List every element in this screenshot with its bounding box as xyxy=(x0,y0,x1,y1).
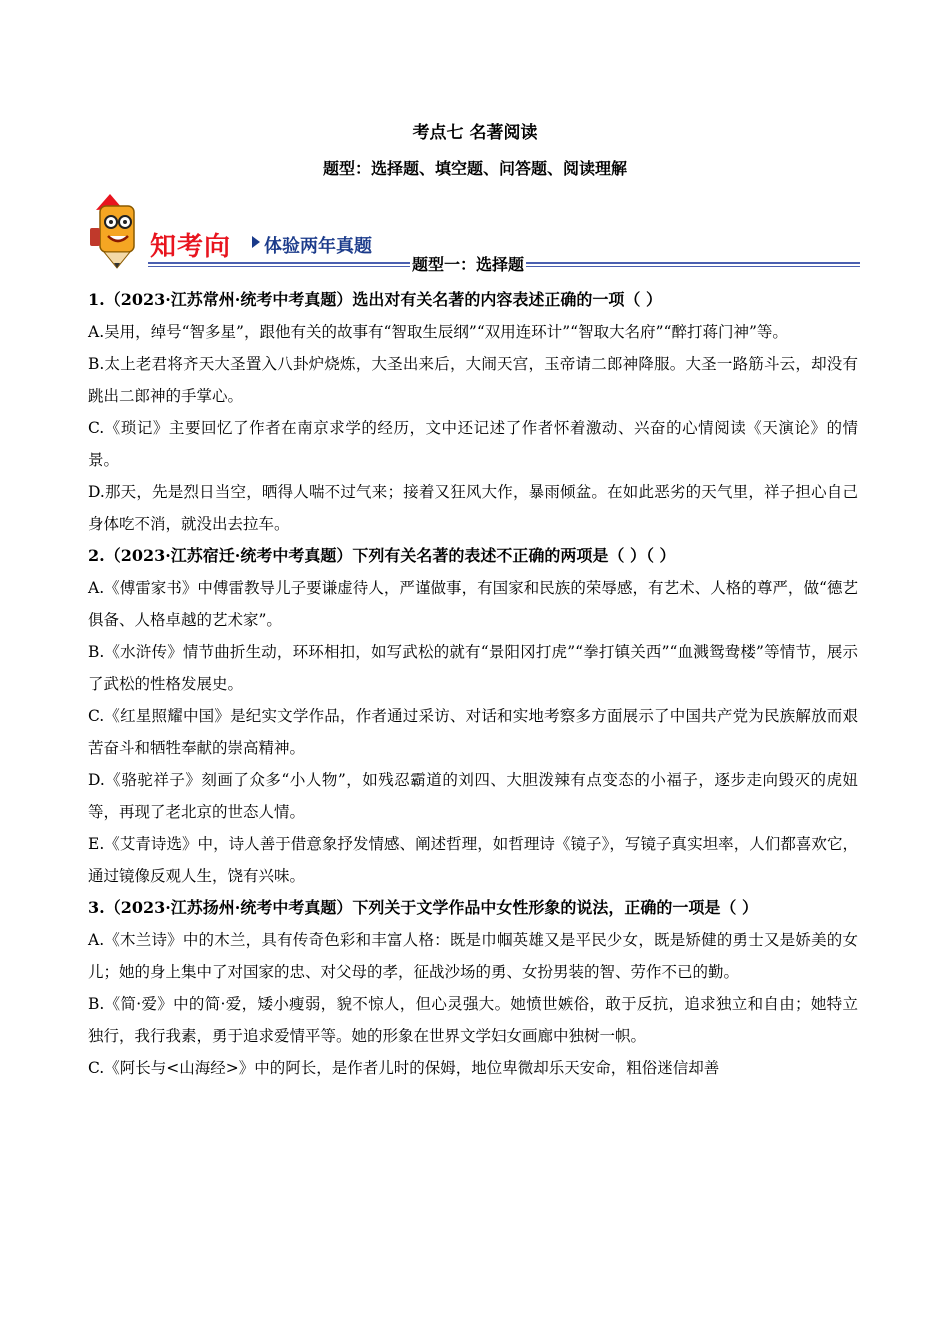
option: A.《木兰诗》中的木兰，具有传奇色彩和丰富人格：既是巾帼英雄又是平民少女，既是矫健的勇士又是娇美的女儿；她的身上集中了对国家的忠、对父母的孝，征战沙场的勇、女扮男装的智、劳作不已的勤。 xyxy=(88,931,858,981)
question-stem: 1.（2023·江苏常州·统考中考真题）选出对有关名著的内容表述正确的一项（ ） xyxy=(88,290,662,309)
banner-arrow-icon xyxy=(252,236,260,248)
option: B.《水浒传》情节曲折生动，环环相扣，如写武松的就有“景阳冈打虎”“拳打镇关西”“血溅鸳鸯楼”等情节，展示了武松的性格发展史。 xyxy=(88,643,858,693)
option: D.《骆驼祥子》刻画了众多“小人物”，如残忍霸道的刘四、大胆泼辣有点变态的小福子，逐步走向毁灭的虎妞等，再现了老北京的世态人情。 xyxy=(88,771,858,821)
option: A.吴用，绰号“智多星”，跟他有关的故事有“智取生辰纲”“双用连环计”“智取大名府”“醉打蒋门神”等。 xyxy=(88,323,788,341)
question-stem: 3.（2023·江苏扬州·统考中考真题）下列关于文学作品中女性形象的说法，正确的一项是（ ） xyxy=(88,898,758,917)
question xyxy=(88,284,858,540)
page-title: 考点七 名著阅读 xyxy=(412,123,538,143)
option: E.《艾青诗选》中，诗人善于借意象抒发情感、阐述哲理，如哲理诗《镜子》，写镜子真实坦率，人们都喜欢它，通过镜像反观人生，饶有兴味。 xyxy=(88,835,858,885)
option: C.《红星照耀中国》是纪实文学作品，作者通过采访、对话和实地考察多方面展示了中国共产党为民族解放而艰苦奋斗和牺牲奉献的崇高精神。 xyxy=(88,707,858,757)
question-list xyxy=(88,284,858,1084)
option: A.《傅雷家书》中傅雷教导儿子要谦虚待人，严谨做事，有国家和民族的荣辱感，有艺术、人格的尊严，做“德艺俱备、人格卓越的艺术家”。 xyxy=(88,579,858,629)
page-subtitle: 题型：选择题、填空题、问答题、阅读理解 xyxy=(322,159,627,178)
option: D.那天，先是烈日当空，晒得人喘不过气来；接着又狂风大作，暴雨倾盆。在如此恶劣的天气里，祥子担心自己身体吃不消，就没出去拉车。 xyxy=(88,483,858,533)
banner-main-label: 知考向 xyxy=(150,232,232,262)
question xyxy=(88,892,858,1084)
option: B.太上老君将齐天大圣置入八卦炉烧炼，大圣出来后，大闹天宫，玉帝请二郎神降服。大圣一路筋斗云，却没有跳出二郎神的手掌心。 xyxy=(88,355,858,405)
option: B.《简·爱》中的简·爱，矮小瘦弱，貌不惊人，但心灵强大。她愤世嫉俗，敢于反抗，追求独立和自由；她特立独行，我行我素，勇于追求爱情平等。她的形象在世界文学妇女画廊中独树一帜。 xyxy=(88,995,858,1045)
section-heading: 题型一：选择题 xyxy=(410,252,526,275)
question-stem: 2.（2023·江苏宿迁·统考中考真题）下列有关名著的表述不正确的两项是（ ）（ ） xyxy=(88,546,676,565)
question xyxy=(88,540,858,892)
banner-sub-label: 体验两年真题 xyxy=(264,236,372,257)
option: C.《琐记》主要回忆了作者在南京求学的经历，文中还记述了作者怀着激动、兴奋的心情阅读《天演论》的情景。 xyxy=(88,419,858,469)
option: C.《阿长与<山海经>》中的阿长，是作者儿时的保姆，地位卑微却乐天安命，粗俗迷信却善 xyxy=(88,1059,720,1077)
pencil-mascot-icon xyxy=(88,190,148,270)
